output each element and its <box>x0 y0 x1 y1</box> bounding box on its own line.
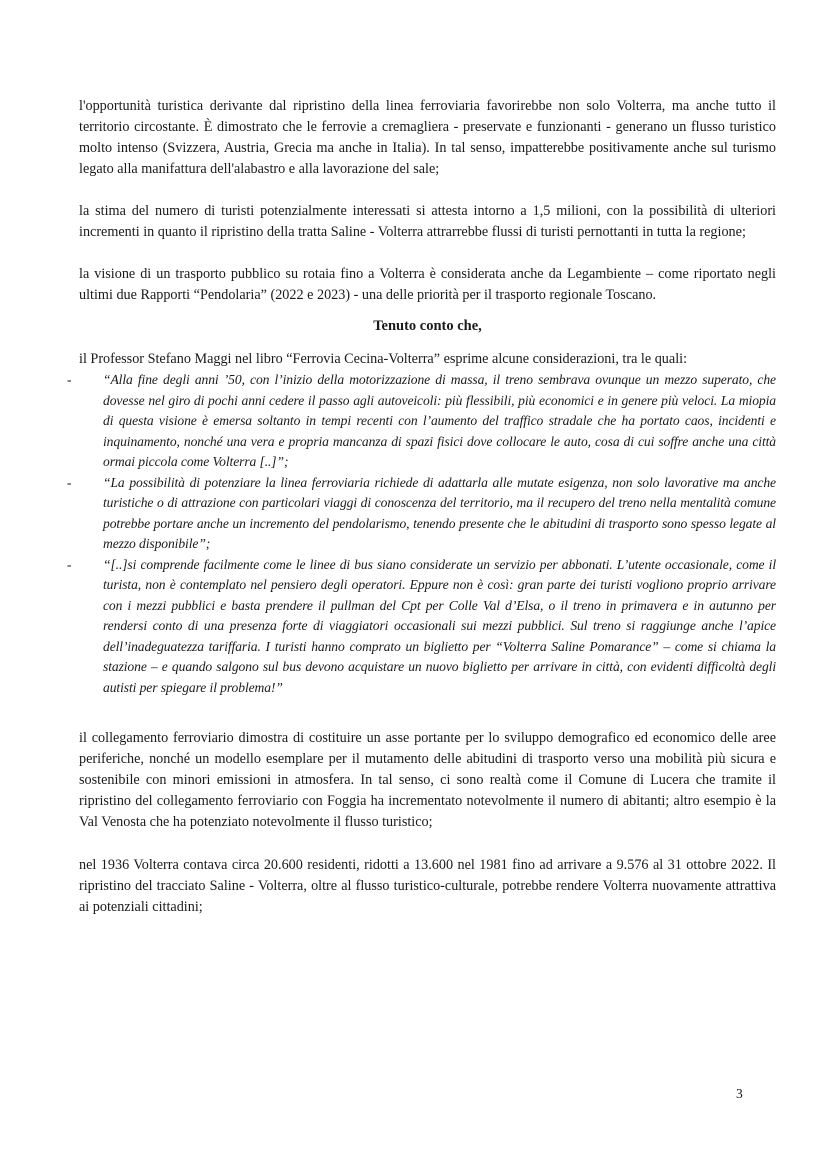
list-item <box>67 473 776 555</box>
paragraph-population: nel 1936 Volterra contava circa 20.600 residenti, ridotti a 13.600 nel 1981 fino ad arrivare a 9.576 al 31 ottobre 2022. Il ripristino del tracciato Saline - Volterra, oltre al flusso turistico-culturale, potrebbe rendere Volterra nuovamente attrattiva ai potenziali cittadini; <box>79 857 776 915</box>
list-item <box>67 555 776 699</box>
quote-text: “Alla fine degli anni ’50, con l’inizio della motorizzazione di massa, il treno sembrava ovunque un mezzo superato, che dovesse nel giro di pochi anni cedere il passo agli autoveicoli: più flessibili, più economici e in genere più veloci. La miopia di questa visione è emersa soltanto in tempi recenti con l’aumento del traffico stradale che ha portato caos, incidenti e inquinamento, nonché una vera e propria mancanza di spazi fisici dove collocare le auto, cosa di cui soffre anche una città ormai piccola come Volterra [..]”; <box>103 372 776 469</box>
document-page <box>67 96 776 918</box>
quote-text: “[..]si comprende facilmente come le linee di bus siano considerate un servizio per abbonati. L’utente occasionale, come il turista, non è contemplato nel pensiero degli operatori. Eppure non è così: gran parte dei turisti vogliono proprio arrivare con i mezzi pubblici e basta prendere il pullman del Cpt per Colle Val d’Elsa, o il treno in primavera e in autunno per rendersi conto di una presenza forte di viaggiatori occasionali sui mezzi pubblici. Sul treno si raggiunge anche l’apice dell’inadeguatezza tariffaria. I turisti hanno comprato un biglietto per “Volterra Saline Pomarance” – come si chiama la stazione – e quando salgono sul bus devono acquistare un nuovo biglietto per arrivare in città, con evidenti difficoltà degli autisti per spiegare il problema!” <box>103 556 776 695</box>
paragraph-legambiente: la visione di un trasporto pubblico su rotaia fino a Volterra è considerata anche da Legambiente – come riportato negli ultimi due Rapporti “Pendolaria” (2022 e 2023) - una delle priorità per il trasporto regionale Toscano. <box>79 266 776 303</box>
quote-list <box>67 370 776 698</box>
bullet-dash: - <box>67 474 72 490</box>
paragraph-tourism-opportunity: l'opportunità turistica derivante dal ripristino della linea ferroviaria favorirebbe non solo Volterra, ma anche tutto il territorio circostante. È dimostrato che le ferrovie a cremagliera - preservate e funzionanti - generano un flusso turistico molto intenso (Svizzera, Austria, Grecia ma anche in Italia). In tal senso, impatterebbe positivamente anche sul turismo legato alla manifattura dell'alabastro e alla lavorazione del sale; <box>79 98 776 177</box>
bullet-dash: - <box>67 556 72 572</box>
paragraph-maggi-intro: il Professor Stefano Maggi nel libro “Ferrovia Cecina-Volterra” esprime alcune considerazioni, tra le quali: <box>79 351 688 367</box>
paragraph-tourist-estimate: la stima del numero di turisti potenzialmente interessati si attesta intorno a 1,5 milioni, con la possibilità di ulteriori incrementi in quanto il ripristino della tratta Saline - Volterra attrarrebbe flussi di turisti pernottanti in tutta la regione; <box>79 203 776 240</box>
section-heading: Tenuto conto che, <box>373 318 482 334</box>
bullet-dash: - <box>67 372 72 387</box>
paragraph-railway-axis: il collegamento ferroviario dimostra di costituire un asse portante per lo sviluppo demografico ed economico delle aree periferiche, nonché un modello esemplare per il mutamento delle abitudini di trasporto verso una mobilità più sicura e sostenibile con minori emissioni in atmosfera. In tal senso, ci sono realtà come il Comune di Lucera che tramite il ripristino del collegamento ferroviario con Foggia ha incrementato notevolmente il numero di abitanti; altro esempio è la Val Venosta che ha potenziato notevolmente il flusso turistico; <box>79 730 776 830</box>
list-item <box>67 370 776 473</box>
page-number: 3 <box>736 1086 743 1101</box>
quote-text: “La possibilità di potenziare la linea ferroviaria richiede di adattarla alle mutate esigenza, non solo lavorative ma anche turistiche o di attrazione con particolari viaggi di conoscenza del territorio, ma il recupero del treno nella mentalità comune potrebbe portare anche un incremento del pendolarismo, tenendo presente che le abitudini di trasporto sono spesso legate al mezzo disponibile”; <box>103 474 776 551</box>
